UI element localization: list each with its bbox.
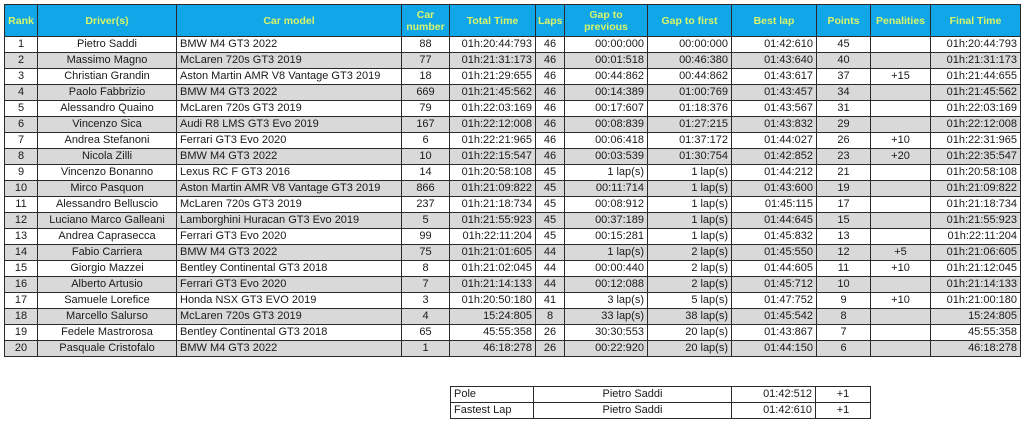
bonus-points-table — [450, 386, 871, 419]
cell-laps: 46 — [536, 101, 565, 117]
cell-driver: Marcello Salurso — [38, 309, 177, 325]
cell-gap-first: 01:30:754 — [648, 149, 732, 165]
cell-total-time: 01h:20:44:793 — [450, 37, 536, 53]
header-drivers: Driver(s) — [38, 5, 177, 37]
cell-points: 12 — [817, 245, 871, 261]
cell-gap-first: 2 lap(s) — [648, 261, 732, 277]
cell-total-time: 15:24:805 — [450, 309, 536, 325]
cell-car-number: 99 — [402, 229, 450, 245]
header-gap-first: Gap to first — [648, 5, 732, 37]
cell-points: 45 — [817, 37, 871, 53]
cell-rank: 19 — [5, 325, 38, 341]
cell-penalities: +15 — [871, 69, 931, 85]
cell-car-model: Aston Martin AMR V8 Vantage GT3 2019 — [177, 181, 402, 197]
header-laps: Laps — [536, 5, 565, 37]
cell-penalities — [871, 309, 931, 325]
cell-points: 8 — [817, 309, 871, 325]
cell-final-time: 01h:22:12:008 — [931, 117, 1021, 133]
cell-total-time: 01h:21:09:822 — [450, 181, 536, 197]
header-total-time: Total Time — [450, 5, 536, 37]
header-points: Points — [817, 5, 871, 37]
cell-car-number: 1 — [402, 341, 450, 357]
cell-car-number: 75 — [402, 245, 450, 261]
table-row — [5, 213, 1021, 229]
cell-driver: Giorgio Mazzei — [38, 261, 177, 277]
bonus-label: Pole — [451, 387, 534, 403]
cell-driver: Fedele Mastrorosa — [38, 325, 177, 341]
cell-driver: Vincenzo Sica — [38, 117, 177, 133]
cell-gap-first: 00:44:862 — [648, 69, 732, 85]
cell-rank: 16 — [5, 277, 38, 293]
cell-best-lap: 01:43:617 — [732, 69, 817, 85]
cell-rank: 13 — [5, 229, 38, 245]
cell-final-time: 01h:21:12:045 — [931, 261, 1021, 277]
cell-final-time: 01h:22:31:965 — [931, 133, 1021, 149]
cell-laps: 45 — [536, 213, 565, 229]
cell-laps: 44 — [536, 277, 565, 293]
cell-car-model: BMW M4 GT3 2022 — [177, 37, 402, 53]
cell-car-model: BMW M4 GT3 2022 — [177, 149, 402, 165]
header-final-time: Final Time — [931, 5, 1021, 37]
cell-gap-previous: 00:00:000 — [565, 37, 648, 53]
cell-penalities — [871, 165, 931, 181]
cell-gap-first: 1 lap(s) — [648, 181, 732, 197]
cell-best-lap: 01:42:610 — [732, 37, 817, 53]
cell-rank: 7 — [5, 133, 38, 149]
cell-points: 13 — [817, 229, 871, 245]
bonus-label: Fastest Lap — [451, 403, 534, 419]
cell-final-time: 01h:22:35:547 — [931, 149, 1021, 165]
cell-best-lap: 01:43:832 — [732, 117, 817, 133]
cell-total-time: 01h:22:21:965 — [450, 133, 536, 149]
cell-gap-first: 1 lap(s) — [648, 197, 732, 213]
cell-car-model: Lexus RC F GT3 2016 — [177, 165, 402, 181]
cell-car-number: 167 — [402, 117, 450, 133]
bonus-table-body — [451, 387, 871, 419]
cell-driver: Paolo Fabbrizio — [38, 85, 177, 101]
cell-laps: 45 — [536, 229, 565, 245]
cell-best-lap: 01:45:832 — [732, 229, 817, 245]
cell-rank: 4 — [5, 85, 38, 101]
cell-gap-first: 38 lap(s) — [648, 309, 732, 325]
table-row — [5, 325, 1021, 341]
cell-driver: Andrea Caprasecca — [38, 229, 177, 245]
cell-laps: 26 — [536, 325, 565, 341]
cell-gap-first: 1 lap(s) — [648, 213, 732, 229]
table-row — [5, 293, 1021, 309]
cell-points: 11 — [817, 261, 871, 277]
cell-total-time: 01h:20:58:108 — [450, 165, 536, 181]
cell-car-model: McLaren 720s GT3 2019 — [177, 197, 402, 213]
cell-driver: Massimo Magno — [38, 53, 177, 69]
cell-gap-previous: 00:14:389 — [565, 85, 648, 101]
cell-car-model: Honda NSX GT3 EVO 2019 — [177, 293, 402, 309]
cell-best-lap: 01:44:212 — [732, 165, 817, 181]
cell-penalities — [871, 53, 931, 69]
cell-driver: Pietro Saddi — [38, 37, 177, 53]
cell-final-time: 45:55:358 — [931, 325, 1021, 341]
cell-best-lap: 01:43:640 — [732, 53, 817, 69]
cell-laps: 45 — [536, 165, 565, 181]
cell-final-time: 01h:21:14:133 — [931, 277, 1021, 293]
cell-rank: 17 — [5, 293, 38, 309]
cell-laps: 8 — [536, 309, 565, 325]
cell-total-time: 01h:20:50:180 — [450, 293, 536, 309]
cell-gap-first: 20 lap(s) — [648, 341, 732, 357]
cell-gap-previous: 33 lap(s) — [565, 309, 648, 325]
table-row — [5, 261, 1021, 277]
cell-final-time: 01h:21:00:180 — [931, 293, 1021, 309]
cell-gap-first: 1 lap(s) — [648, 165, 732, 181]
cell-laps: 45 — [536, 181, 565, 197]
cell-gap-first: 5 lap(s) — [648, 293, 732, 309]
cell-laps: 46 — [536, 149, 565, 165]
cell-rank: 6 — [5, 117, 38, 133]
bonus-driver: Pietro Saddi — [534, 387, 732, 403]
cell-car-number: 10 — [402, 149, 450, 165]
cell-rank: 11 — [5, 197, 38, 213]
cell-penalities — [871, 117, 931, 133]
cell-car-number: 669 — [402, 85, 450, 101]
cell-rank: 10 — [5, 181, 38, 197]
cell-laps: 44 — [536, 245, 565, 261]
cell-rank: 20 — [5, 341, 38, 357]
cell-points: 31 — [817, 101, 871, 117]
cell-laps: 46 — [536, 133, 565, 149]
cell-best-lap: 01:44:150 — [732, 341, 817, 357]
header-car-number: Car number — [402, 5, 450, 37]
bonus-points: +1 — [816, 403, 871, 419]
cell-car-model: BMW M4 GT3 2022 — [177, 341, 402, 357]
cell-driver: Samuele Lorefice — [38, 293, 177, 309]
cell-total-time: 45:55:358 — [450, 325, 536, 341]
cell-laps: 44 — [536, 261, 565, 277]
cell-best-lap: 01:45:712 — [732, 277, 817, 293]
table-row — [5, 245, 1021, 261]
cell-penalities: +20 — [871, 149, 931, 165]
cell-total-time: 01h:21:45:562 — [450, 85, 536, 101]
cell-points: 19 — [817, 181, 871, 197]
cell-best-lap: 01:43:567 — [732, 101, 817, 117]
table-row — [5, 197, 1021, 213]
cell-penalities: +10 — [871, 293, 931, 309]
cell-gap-previous: 00:01:518 — [565, 53, 648, 69]
cell-car-number: 6 — [402, 133, 450, 149]
bonus-time: 01:42:610 — [732, 403, 816, 419]
cell-driver: Andrea Stefanoni — [38, 133, 177, 149]
cell-points: 6 — [817, 341, 871, 357]
cell-car-model: McLaren 720s GT3 2019 — [177, 53, 402, 69]
cell-best-lap: 01:44:027 — [732, 133, 817, 149]
cell-total-time: 01h:21:29:655 — [450, 69, 536, 85]
cell-gap-previous: 1 lap(s) — [565, 165, 648, 181]
cell-penalities — [871, 325, 931, 341]
cell-gap-first: 01:37:172 — [648, 133, 732, 149]
cell-total-time: 01h:21:02:045 — [450, 261, 536, 277]
table-row — [5, 133, 1021, 149]
table-row — [5, 37, 1021, 53]
table-row — [5, 229, 1021, 245]
cell-gap-previous: 00:17:607 — [565, 101, 648, 117]
cell-best-lap: 01:42:852 — [732, 149, 817, 165]
bonus-driver: Pietro Saddi — [534, 403, 732, 419]
cell-car-number: 7 — [402, 277, 450, 293]
cell-car-number: 4 — [402, 309, 450, 325]
cell-total-time: 46:18:278 — [450, 341, 536, 357]
cell-laps: 41 — [536, 293, 565, 309]
cell-driver: Mirco Pasquon — [38, 181, 177, 197]
table-row — [5, 341, 1021, 357]
table-header — [5, 5, 1021, 37]
cell-rank: 15 — [5, 261, 38, 277]
header-rank: Rank — [5, 5, 38, 37]
cell-rank: 1 — [5, 37, 38, 53]
cell-total-time: 01h:21:31:173 — [450, 53, 536, 69]
cell-car-model: McLaren 720s GT3 2019 — [177, 101, 402, 117]
header-gap-previous: Gap to previous — [565, 5, 648, 37]
cell-points: 29 — [817, 117, 871, 133]
race-results-table — [4, 4, 1021, 357]
cell-final-time: 01h:21:55:923 — [931, 213, 1021, 229]
cell-points: 17 — [817, 197, 871, 213]
cell-driver: Alessandro Belluscio — [38, 197, 177, 213]
cell-final-time: 01h:21:09:822 — [931, 181, 1021, 197]
cell-laps: 46 — [536, 53, 565, 69]
cell-points: 9 — [817, 293, 871, 309]
cell-rank: 18 — [5, 309, 38, 325]
cell-final-time: 01h:22:11:204 — [931, 229, 1021, 245]
cell-gap-previous: 00:22:920 — [565, 341, 648, 357]
cell-car-model: Aston Martin AMR V8 Vantage GT3 2019 — [177, 69, 402, 85]
cell-car-number: 8 — [402, 261, 450, 277]
table-row — [5, 165, 1021, 181]
cell-car-model: Audi R8 LMS GT3 Evo 2019 — [177, 117, 402, 133]
cell-final-time: 46:18:278 — [931, 341, 1021, 357]
table-row — [5, 277, 1021, 293]
cell-penalities — [871, 85, 931, 101]
cell-total-time: 01h:21:01:605 — [450, 245, 536, 261]
cell-driver: Luciano Marco Galleani — [38, 213, 177, 229]
cell-penalities — [871, 341, 931, 357]
cell-points: 7 — [817, 325, 871, 341]
cell-penalities: +5 — [871, 245, 931, 261]
cell-rank: 2 — [5, 53, 38, 69]
cell-gap-previous: 00:06:418 — [565, 133, 648, 149]
cell-penalities — [871, 277, 931, 293]
cell-total-time: 01h:21:55:923 — [450, 213, 536, 229]
cell-gap-first: 01:00:769 — [648, 85, 732, 101]
cell-penalities — [871, 37, 931, 53]
cell-driver: Vincenzo Bonanno — [38, 165, 177, 181]
cell-driver: Alberto Artusio — [38, 277, 177, 293]
cell-best-lap: 01:47:752 — [732, 293, 817, 309]
cell-final-time: 01h:21:06:605 — [931, 245, 1021, 261]
cell-rank: 5 — [5, 101, 38, 117]
cell-final-time: 01h:20:44:793 — [931, 37, 1021, 53]
header-penalities: Penalities — [871, 5, 931, 37]
cell-car-number: 65 — [402, 325, 450, 341]
header-best-lap: Best lap — [732, 5, 817, 37]
cell-car-model: McLaren 720s GT3 2019 — [177, 309, 402, 325]
cell-gap-previous: 00:44:862 — [565, 69, 648, 85]
cell-gap-previous: 3 lap(s) — [565, 293, 648, 309]
cell-car-number: 77 — [402, 53, 450, 69]
cell-laps: 46 — [536, 37, 565, 53]
cell-best-lap: 01:45:550 — [732, 245, 817, 261]
cell-laps: 26 — [536, 341, 565, 357]
cell-total-time: 01h:22:15:547 — [450, 149, 536, 165]
cell-gap-first: 1 lap(s) — [648, 229, 732, 245]
cell-best-lap: 01:44:605 — [732, 261, 817, 277]
cell-driver: Fabio Carriera — [38, 245, 177, 261]
cell-final-time: 15:24:805 — [931, 309, 1021, 325]
cell-gap-previous: 00:03:539 — [565, 149, 648, 165]
cell-total-time: 01h:21:18:734 — [450, 197, 536, 213]
cell-points: 10 — [817, 277, 871, 293]
cell-best-lap: 01:45:542 — [732, 309, 817, 325]
cell-rank: 12 — [5, 213, 38, 229]
cell-gap-first: 00:00:000 — [648, 37, 732, 53]
table-row — [5, 85, 1021, 101]
cell-points: 34 — [817, 85, 871, 101]
cell-driver: Nicola Zilli — [38, 149, 177, 165]
table-row — [5, 149, 1021, 165]
cell-laps: 45 — [536, 197, 565, 213]
cell-car-number: 88 — [402, 37, 450, 53]
cell-best-lap: 01:44:645 — [732, 213, 817, 229]
cell-points: 21 — [817, 165, 871, 181]
cell-points: 40 — [817, 53, 871, 69]
cell-car-number: 3 — [402, 293, 450, 309]
cell-gap-previous: 00:12:088 — [565, 277, 648, 293]
cell-car-model: Ferrari GT3 Evo 2020 — [177, 277, 402, 293]
cell-car-number: 237 — [402, 197, 450, 213]
cell-driver: Christian Grandin — [38, 69, 177, 85]
cell-penalities — [871, 229, 931, 245]
bonus-row — [451, 387, 871, 403]
bonus-points: +1 — [816, 387, 871, 403]
cell-driver: Alessandro Quaino — [38, 101, 177, 117]
cell-rank: 3 — [5, 69, 38, 85]
cell-final-time: 01h:21:18:734 — [931, 197, 1021, 213]
cell-points: 37 — [817, 69, 871, 85]
cell-car-model: Ferrari GT3 Evo 2020 — [177, 133, 402, 149]
cell-penalities — [871, 197, 931, 213]
cell-gap-first: 01:18:376 — [648, 101, 732, 117]
cell-gap-first: 00:46:380 — [648, 53, 732, 69]
cell-gap-first: 01:27:215 — [648, 117, 732, 133]
header-car-model: Car model — [177, 5, 402, 37]
table-row — [5, 181, 1021, 197]
cell-gap-previous: 00:08:839 — [565, 117, 648, 133]
cell-car-model: BMW M4 GT3 2022 — [177, 245, 402, 261]
cell-points: 26 — [817, 133, 871, 149]
table-row — [5, 53, 1021, 69]
cell-laps: 46 — [536, 117, 565, 133]
cell-rank: 14 — [5, 245, 38, 261]
table-row — [5, 69, 1021, 85]
cell-total-time: 01h:21:14:133 — [450, 277, 536, 293]
cell-final-time: 01h:21:44:655 — [931, 69, 1021, 85]
cell-best-lap: 01:43:600 — [732, 181, 817, 197]
bonus-row — [451, 403, 871, 419]
table-body — [5, 37, 1021, 357]
cell-driver: Pasquale Cristofalo — [38, 341, 177, 357]
cell-penalities — [871, 101, 931, 117]
cell-car-model: Bentley Continental GT3 2018 — [177, 261, 402, 277]
cell-car-model: Lamborghini Huracan GT3 Evo 2019 — [177, 213, 402, 229]
cell-best-lap: 01:45:115 — [732, 197, 817, 213]
cell-gap-first: 2 lap(s) — [648, 245, 732, 261]
cell-gap-previous: 00:15:281 — [565, 229, 648, 245]
cell-final-time: 01h:20:58:108 — [931, 165, 1021, 181]
cell-gap-previous: 00:00:440 — [565, 261, 648, 277]
cell-penalities: +10 — [871, 133, 931, 149]
cell-car-number: 79 — [402, 101, 450, 117]
cell-gap-previous: 00:08:912 — [565, 197, 648, 213]
cell-total-time: 01h:22:03:169 — [450, 101, 536, 117]
table-row — [5, 101, 1021, 117]
cell-total-time: 01h:22:12:008 — [450, 117, 536, 133]
cell-best-lap: 01:43:867 — [732, 325, 817, 341]
cell-car-model: Ferrari GT3 Evo 2020 — [177, 229, 402, 245]
cell-car-number: 14 — [402, 165, 450, 181]
cell-laps: 46 — [536, 85, 565, 101]
cell-best-lap: 01:43:457 — [732, 85, 817, 101]
cell-gap-previous: 1 lap(s) — [565, 245, 648, 261]
cell-rank: 9 — [5, 165, 38, 181]
cell-gap-previous: 30:30:553 — [565, 325, 648, 341]
cell-penalities — [871, 181, 931, 197]
cell-penalities: +10 — [871, 261, 931, 277]
cell-laps: 46 — [536, 69, 565, 85]
cell-car-model: Bentley Continental GT3 2018 — [177, 325, 402, 341]
cell-final-time: 01h:21:31:173 — [931, 53, 1021, 69]
cell-gap-previous: 00:37:189 — [565, 213, 648, 229]
cell-points: 15 — [817, 213, 871, 229]
cell-car-number: 5 — [402, 213, 450, 229]
table-row — [5, 117, 1021, 133]
cell-rank: 8 — [5, 149, 38, 165]
cell-final-time: 01h:21:45:562 — [931, 85, 1021, 101]
cell-points: 23 — [817, 149, 871, 165]
cell-car-number: 866 — [402, 181, 450, 197]
cell-penalities — [871, 213, 931, 229]
cell-car-model: BMW M4 GT3 2022 — [177, 85, 402, 101]
cell-car-number: 18 — [402, 69, 450, 85]
cell-gap-previous: 00:11:714 — [565, 181, 648, 197]
table-row — [5, 309, 1021, 325]
cell-gap-first: 2 lap(s) — [648, 277, 732, 293]
bonus-time: 01:42:512 — [732, 387, 816, 403]
cell-final-time: 01h:22:03:169 — [931, 101, 1021, 117]
cell-total-time: 01h:22:11:204 — [450, 229, 536, 245]
cell-gap-first: 20 lap(s) — [648, 325, 732, 341]
